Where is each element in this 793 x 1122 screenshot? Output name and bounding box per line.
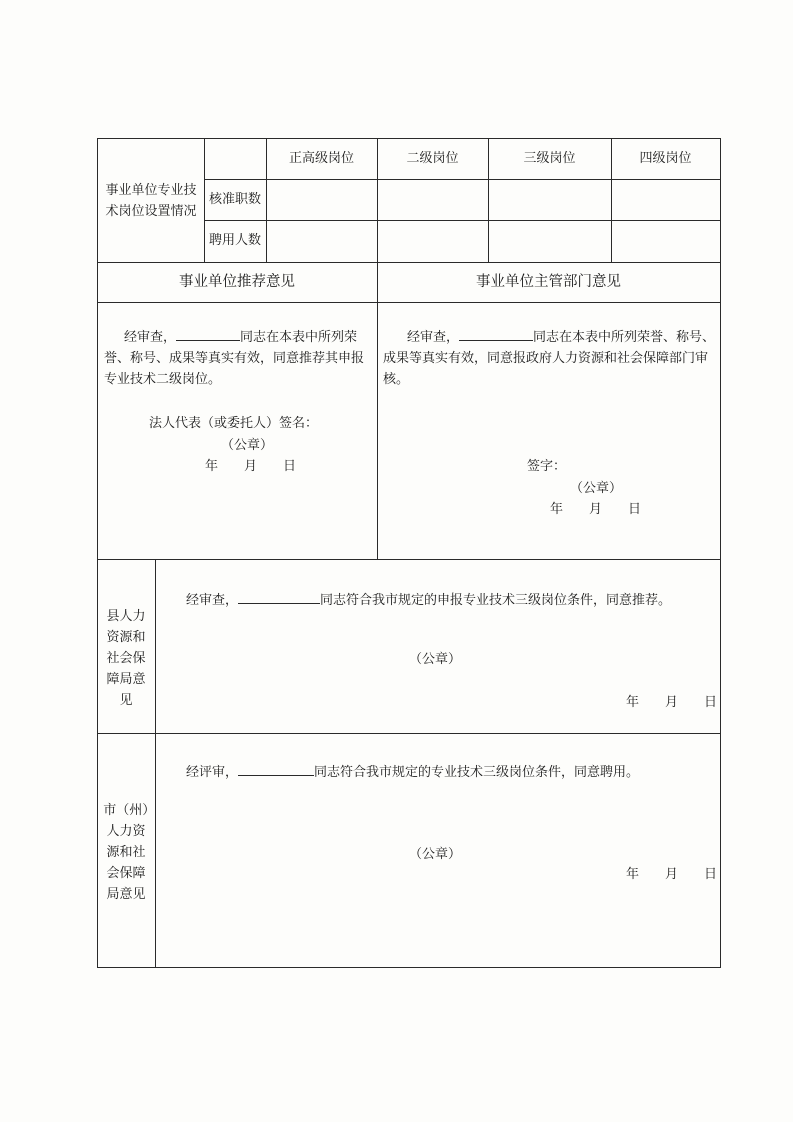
grid-line <box>204 220 720 221</box>
dept-signature-label: 签字： <box>527 459 567 474</box>
header-level3: 三级岗位 <box>523 151 576 166</box>
city-date: 年 月 日 <box>626 867 718 882</box>
city-opinion-text <box>186 761 639 783</box>
county-label: 县人力资源和社会保障局意见 <box>106 609 146 708</box>
approved-label: 核准职数 <box>208 192 261 207</box>
name-blank <box>459 326 533 341</box>
name-blank <box>238 761 314 776</box>
header-level2: 二级岗位 <box>406 151 459 166</box>
unit-opinion-title: 事业单位推荐意见 <box>179 274 295 290</box>
grid-line <box>97 559 721 560</box>
county-text-before: 经审查， <box>186 593 239 608</box>
city-text-after: 同志符合我市规定的专业技术三级岗位条件，同意聘用。 <box>314 765 640 780</box>
name-blank <box>176 326 240 341</box>
hired-label: 聘用人数 <box>208 233 261 248</box>
grid-line <box>204 179 720 180</box>
unit-opinion-text <box>104 326 372 390</box>
city-text-before: 经评审， <box>186 765 239 780</box>
city-label: 市（州）人力资源和社会保障局意见 <box>103 803 149 902</box>
header-senior: 正高级岗位 <box>288 151 354 166</box>
header-level4: 四级岗位 <box>639 151 692 166</box>
county-text-after: 同志符合我市规定的申报专业技术三级岗位条件，同意推荐。 <box>320 593 672 608</box>
county-opinion-text <box>186 589 671 611</box>
county-date: 年 月 日 <box>626 695 718 710</box>
table-border-top <box>97 138 721 139</box>
dept-seal: （公章） <box>569 481 622 496</box>
grid-line <box>155 559 156 968</box>
grid-line <box>97 302 721 303</box>
county-seal: （公章） <box>408 652 461 667</box>
name-blank <box>238 589 320 604</box>
city-seal: （公章） <box>408 847 461 862</box>
dept-date: 年 月 日 <box>550 502 642 517</box>
grid-line <box>97 733 721 734</box>
table-border-bottom <box>97 967 721 968</box>
unit-date: 年 月 日 <box>205 459 297 474</box>
unit-signature-label: 法人代表（或委托人）签名： <box>149 416 319 431</box>
unit-text-after: 同志在本表中所列荣誉、称号、成果等真实有效，同意推荐其申报专业技术二级岗位。 <box>104 330 365 387</box>
grid-line <box>97 262 721 263</box>
dept-text-before: 经审查， <box>407 330 460 345</box>
dept-opinion-title: 事业单位主管部门意见 <box>476 274 621 290</box>
unit-seal: （公章） <box>220 438 273 453</box>
dept-opinion-text <box>383 326 716 390</box>
grid-line <box>377 262 378 559</box>
positions-row-label: 事业单位专业技术岗位设置情况 <box>105 183 197 219</box>
unit-text-before: 经审查， <box>124 330 177 345</box>
dept-text-after: 同志在本表中所列荣誉、称号、成果等真实有效，同意报政府人力资源和社会保障部门审核。 <box>383 330 716 387</box>
